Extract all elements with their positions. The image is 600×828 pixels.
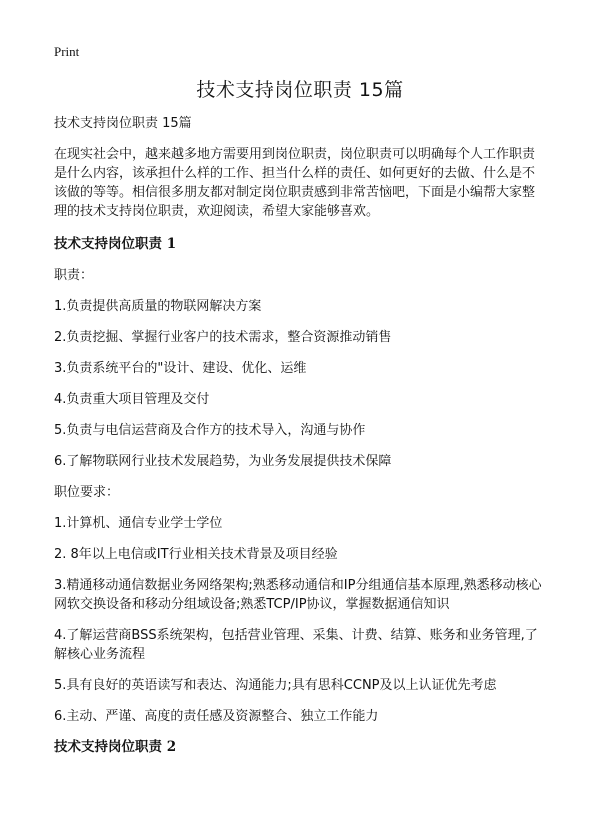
requirements-list bbox=[54, 514, 546, 726]
section-2-heading: 技术支持岗位职责 2 bbox=[54, 739, 177, 755]
duty-item: 4.负责重大项目管理及交付 bbox=[54, 392, 210, 407]
requirement-item: 4.了解运营商BSS系统架构，包括营业管理、采集、计费、结算、账务和业务管理,了解核心业务流程 bbox=[54, 628, 538, 662]
intro-paragraph: 在现实社会中，越来越多地方需要用到岗位职责，岗位职责可以明确每个人工作职责是什么内容，该承担什么样的工作、担当什么样的责任、如何更好的去做、什么是不该做的等等。相信很多朋友都对制定岗位职责感到非常苦恼吧，下面是小编帮大家整理的技术支持岗位职责，欢迎阅读，希望大家能够喜欢。 bbox=[54, 147, 536, 219]
duty-item: 6.了解物联网行业技术发展趋势，为业务发展提供技术保障 bbox=[54, 454, 392, 469]
requirements-label: 职位要求： bbox=[54, 485, 120, 500]
duty-item: 5.负责与电信运营商及合作方的技术导入，沟通与协作 bbox=[54, 423, 366, 438]
document-title: 技术支持岗位职责 15篇 bbox=[196, 79, 404, 101]
print-label: Print bbox=[54, 44, 80, 59]
duties-label: 职责： bbox=[54, 268, 94, 283]
requirement-item: 2. 8年以上电信或IT行业相关技术背景及项目经验 bbox=[54, 547, 338, 562]
duties-list bbox=[54, 297, 546, 471]
requirement-item: 5.具有良好的英语读写和表达、沟通能力;具有思科CCNP及以上认证优先考虑 bbox=[54, 678, 497, 693]
requirement-item: 6.主动、严谨、高度的责任感及资源整合、独立工作能力 bbox=[54, 709, 379, 724]
duty-item: 3.负责系统平台的"设计、建设、优化、运维 bbox=[54, 361, 307, 376]
section-1-heading: 技术支持岗位职责 1 bbox=[54, 236, 177, 252]
requirement-item: 1.计算机、通信专业学士学位 bbox=[54, 516, 223, 531]
requirement-item: 3.精通移动通信数据业务网络架构;熟悉移动通信和IP分组通信基本原理,熟悉移动核心网软交换设备和移动分组域设备;熟悉TCP/IP协议，掌握数据通信知识 bbox=[54, 578, 542, 612]
duty-item: 2.负责挖掘、掌握行业客户的技术需求，整合资源推动销售 bbox=[54, 330, 392, 345]
duty-item: 1.负责提供高质量的物联网解决方案 bbox=[54, 299, 262, 314]
document-subtitle: 技术支持岗位职责 15篇 bbox=[54, 116, 192, 131]
